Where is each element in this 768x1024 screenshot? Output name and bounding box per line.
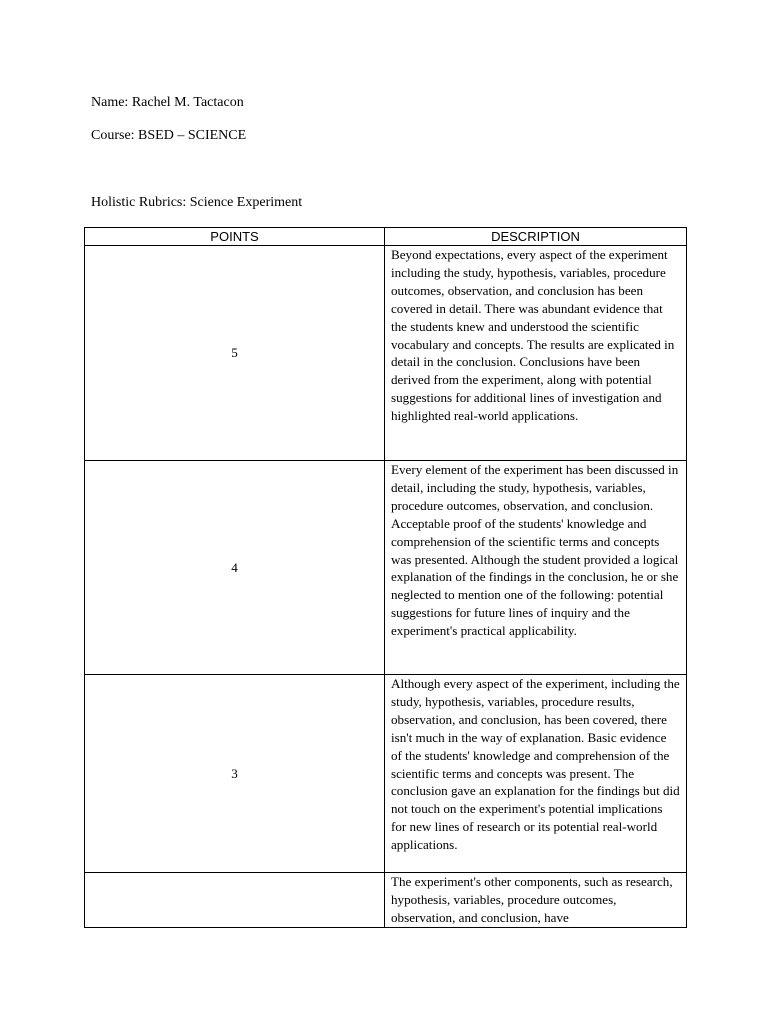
table-row	[85, 246, 687, 461]
points-cell: 3	[85, 675, 385, 873]
course-label: Course: BSED – SCIENCE	[91, 128, 247, 143]
description-cell: The experiment's other components, such as research, hypothesis, variables, procedure outcomes, observation, and conclusion, have	[385, 873, 687, 928]
rubric-table	[84, 227, 687, 928]
description-cell: Beyond expectations, every aspect of the experiment including the study, hypothesis, variables, procedure outcomes, observation, and conclusion has been covered in detail. There was abundant evidence that the students knew and understood the scientific vocabulary and concepts. The results are explicated in detail in the conclusion. Conclusions have been derived from the experiment, along with potential suggestions for additional lines of investigation and highlighted real-world applications.	[385, 246, 687, 461]
column-header-description: DESCRIPTION	[385, 228, 687, 246]
student-name: Name: Rachel M. Tactacon	[91, 95, 244, 110]
rubric-title: Holistic Rubrics: Science Experiment	[91, 195, 303, 210]
table-row	[85, 675, 687, 873]
column-header-points: POINTS	[85, 228, 385, 246]
points-cell: 5	[85, 246, 385, 461]
table-row	[85, 873, 687, 928]
points-cell	[85, 873, 385, 928]
description-cell: Every element of the experiment has been discussed in detail, including the study, hypothesis, variables, procedure outcomes, observation, and conclusion. Acceptable proof of the students' knowledge and comprehension of the scientific terms and concepts was presented. Although the student provided a logical explanation of the findings in the conclusion, he or she neglected to mention one of the following: potential suggestions for future lines of inquiry and the experiment's practical applicability.	[385, 461, 687, 675]
points-cell: 4	[85, 461, 385, 675]
table-header-row	[85, 228, 687, 246]
description-cell: Although every aspect of the experiment, including the study, hypothesis, variables, procedure results, observation, and conclusion, has been covered, there isn't much in the way of explanation. Basic evidence of the students' knowledge and comprehension of the scientific terms and concepts was present. The conclusion gave an explanation for the findings but did not touch on the experiment's potential implications for new lines of research or its potential real-world applications.	[385, 675, 687, 873]
table-row	[85, 461, 687, 675]
